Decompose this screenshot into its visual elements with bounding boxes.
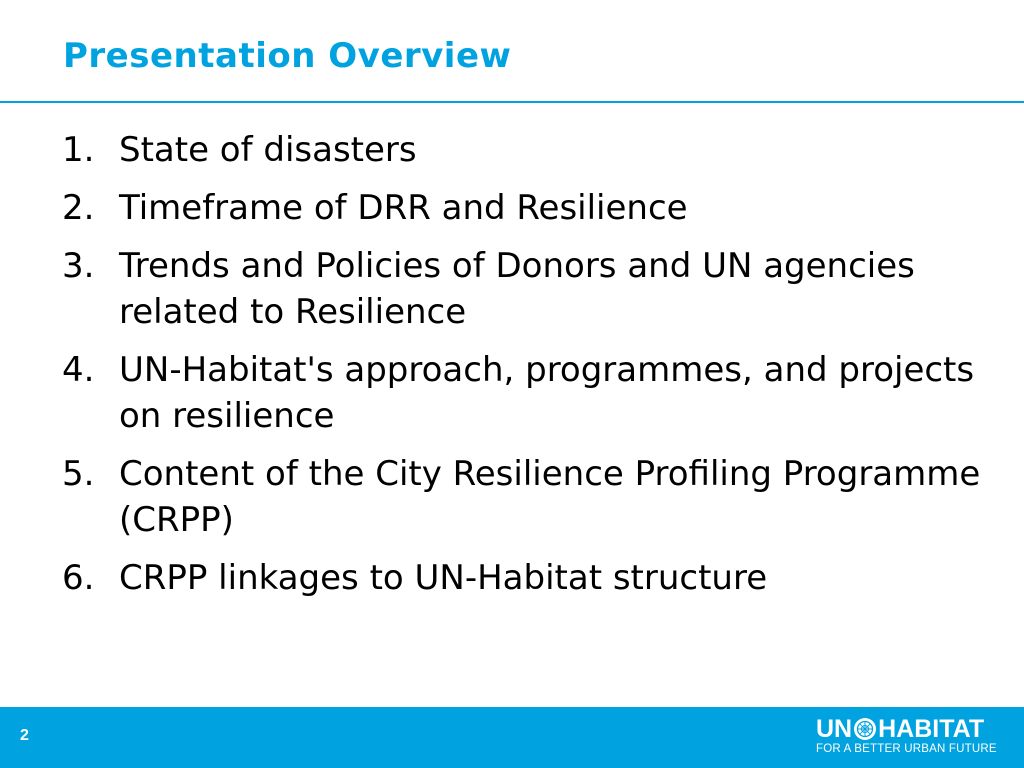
agenda-item [62, 185, 1002, 231]
title-divider [0, 101, 1024, 103]
agenda-item-text: State of disasters [119, 130, 417, 170]
agenda-item-number: 2. [62, 188, 95, 228]
agenda-item-text: UN-Habitat's approach, programmes, and projects on resilience [119, 350, 975, 436]
agenda-item-text: Content of the City Resilience Profiling Programme (CRPP) [119, 454, 981, 540]
agenda-item [62, 347, 1002, 439]
agenda-item [62, 127, 1002, 173]
logo-tagline: FOR A BETTER URBAN FUTURE [816, 743, 997, 755]
page-number: 2 [20, 727, 29, 744]
agenda-item-number: 1. [62, 130, 95, 170]
agenda-item [62, 555, 1002, 601]
agenda-item-number: 4. [62, 350, 95, 390]
logo-text-habitat: HABITAT [878, 714, 985, 743]
agenda-list [62, 127, 1002, 613]
agenda-item [62, 451, 1002, 543]
slide-title: Presentation Overview [63, 36, 512, 76]
footer-bar [0, 707, 1024, 768]
logo-wordmark [816, 716, 984, 742]
agenda-item-number: 6. [62, 558, 95, 598]
agenda-item-number: 3. [62, 246, 95, 286]
agenda-item-number: 5. [62, 454, 95, 494]
un-emblem-icon [853, 717, 877, 741]
logo-text-un: UN [816, 714, 853, 743]
agenda-item-text: CRPP linkages to UN-Habitat structure [119, 558, 768, 598]
agenda-item [62, 243, 1002, 335]
agenda-item-text: Trends and Policies of Donors and UN agencies related to Resilience [119, 246, 915, 332]
agenda-item-text: Timeframe of DRR and Resilience [119, 188, 688, 228]
un-habitat-logo [816, 716, 1016, 762]
